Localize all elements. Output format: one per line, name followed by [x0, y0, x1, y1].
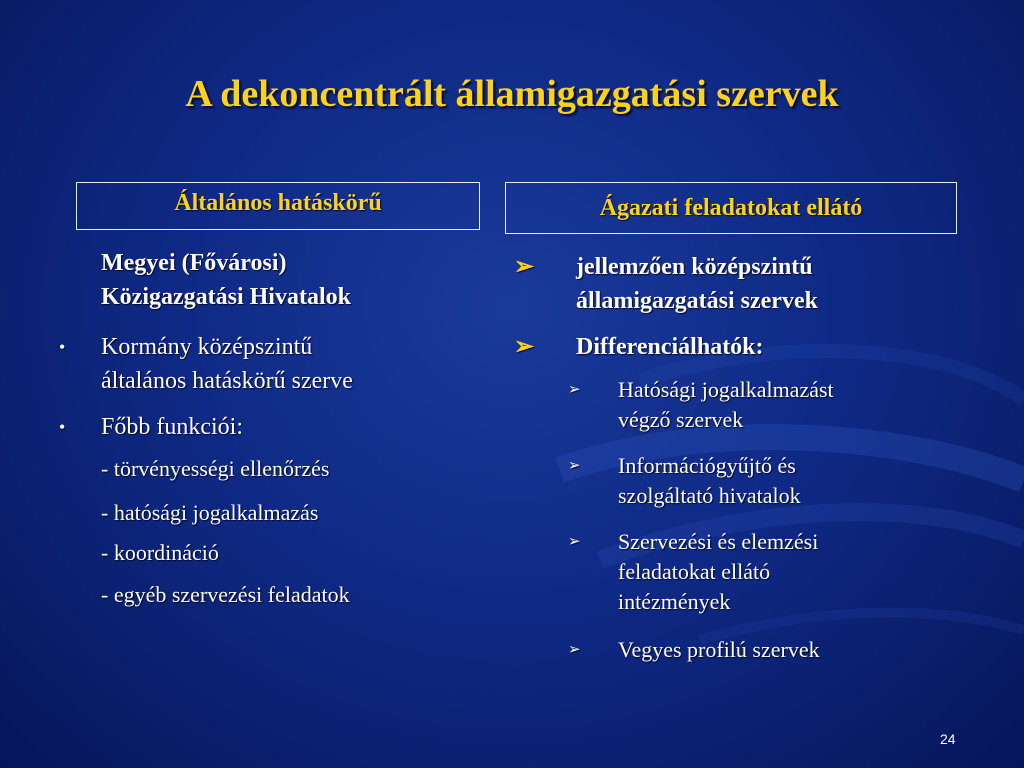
arrow-bullet-icon: ➢	[568, 642, 581, 658]
arrow-bullet-icon: ➢	[568, 458, 581, 474]
right-sub-line: szolgáltató hivatalok	[618, 483, 801, 508]
right-sub-line: végző szervek	[618, 407, 744, 432]
function-item: - hatósági jogalkalmazás	[101, 500, 319, 525]
right-sub-line: Szervezési és elemzési	[618, 529, 819, 554]
right-sub-line: intézmények	[618, 589, 731, 614]
slide-title: A dekoncentrált államigazgatási szervek	[185, 73, 839, 115]
page-number: 24	[940, 731, 956, 747]
right-main-line: államigazgatási szervek	[576, 288, 818, 314]
bullet-dot-icon: •	[59, 417, 66, 437]
left-bullet-line: általános hatáskörű szerve	[101, 368, 353, 394]
left-heading-line: Megyei (Fővárosi)	[101, 250, 287, 276]
right-sub-item	[568, 635, 820, 665]
right-main-item	[514, 330, 764, 364]
right-sub-line: Információgyűjtő és	[618, 453, 796, 478]
left-column-header: Általános hatáskörű	[76, 182, 480, 230]
right-sub-item	[568, 451, 801, 511]
left-bullet-line: Főbb funkciói:	[101, 414, 243, 440]
arrow-bullet-icon: ➢	[568, 534, 581, 550]
right-main-line: Differenciálhatók:	[576, 334, 764, 360]
function-item: - törvényességi ellenőrzés	[101, 456, 330, 481]
right-main-item	[514, 250, 818, 318]
function-item: - egyéb szervezési feladatok	[101, 582, 350, 607]
left-heading-line: Közigazgatási Hivatalok	[101, 284, 351, 310]
right-sub-item	[568, 375, 834, 435]
left-bullet-item	[59, 330, 353, 398]
function-item: - koordináció	[101, 540, 219, 565]
bullet-dot-icon: •	[59, 337, 66, 357]
left-bullet-item	[59, 410, 243, 444]
right-sub-line: feladatokat ellátó	[618, 559, 771, 584]
arrow-bullet-icon: ➢	[514, 334, 535, 360]
right-sub-line: Vegyes profilú szervek	[618, 637, 820, 662]
arrow-bullet-icon: ➢	[568, 382, 581, 398]
right-sub-line: Hatósági jogalkalmazást	[618, 377, 834, 402]
right-main-line: jellemzően középszintű	[576, 254, 813, 280]
right-sub-item	[568, 527, 819, 617]
left-bullet-line: Kormány középszintű	[101, 334, 313, 360]
right-column-header: Ágazati feladatokat ellátó	[505, 182, 957, 234]
left-heading	[101, 246, 351, 314]
arrow-bullet-icon: ➢	[514, 254, 535, 280]
